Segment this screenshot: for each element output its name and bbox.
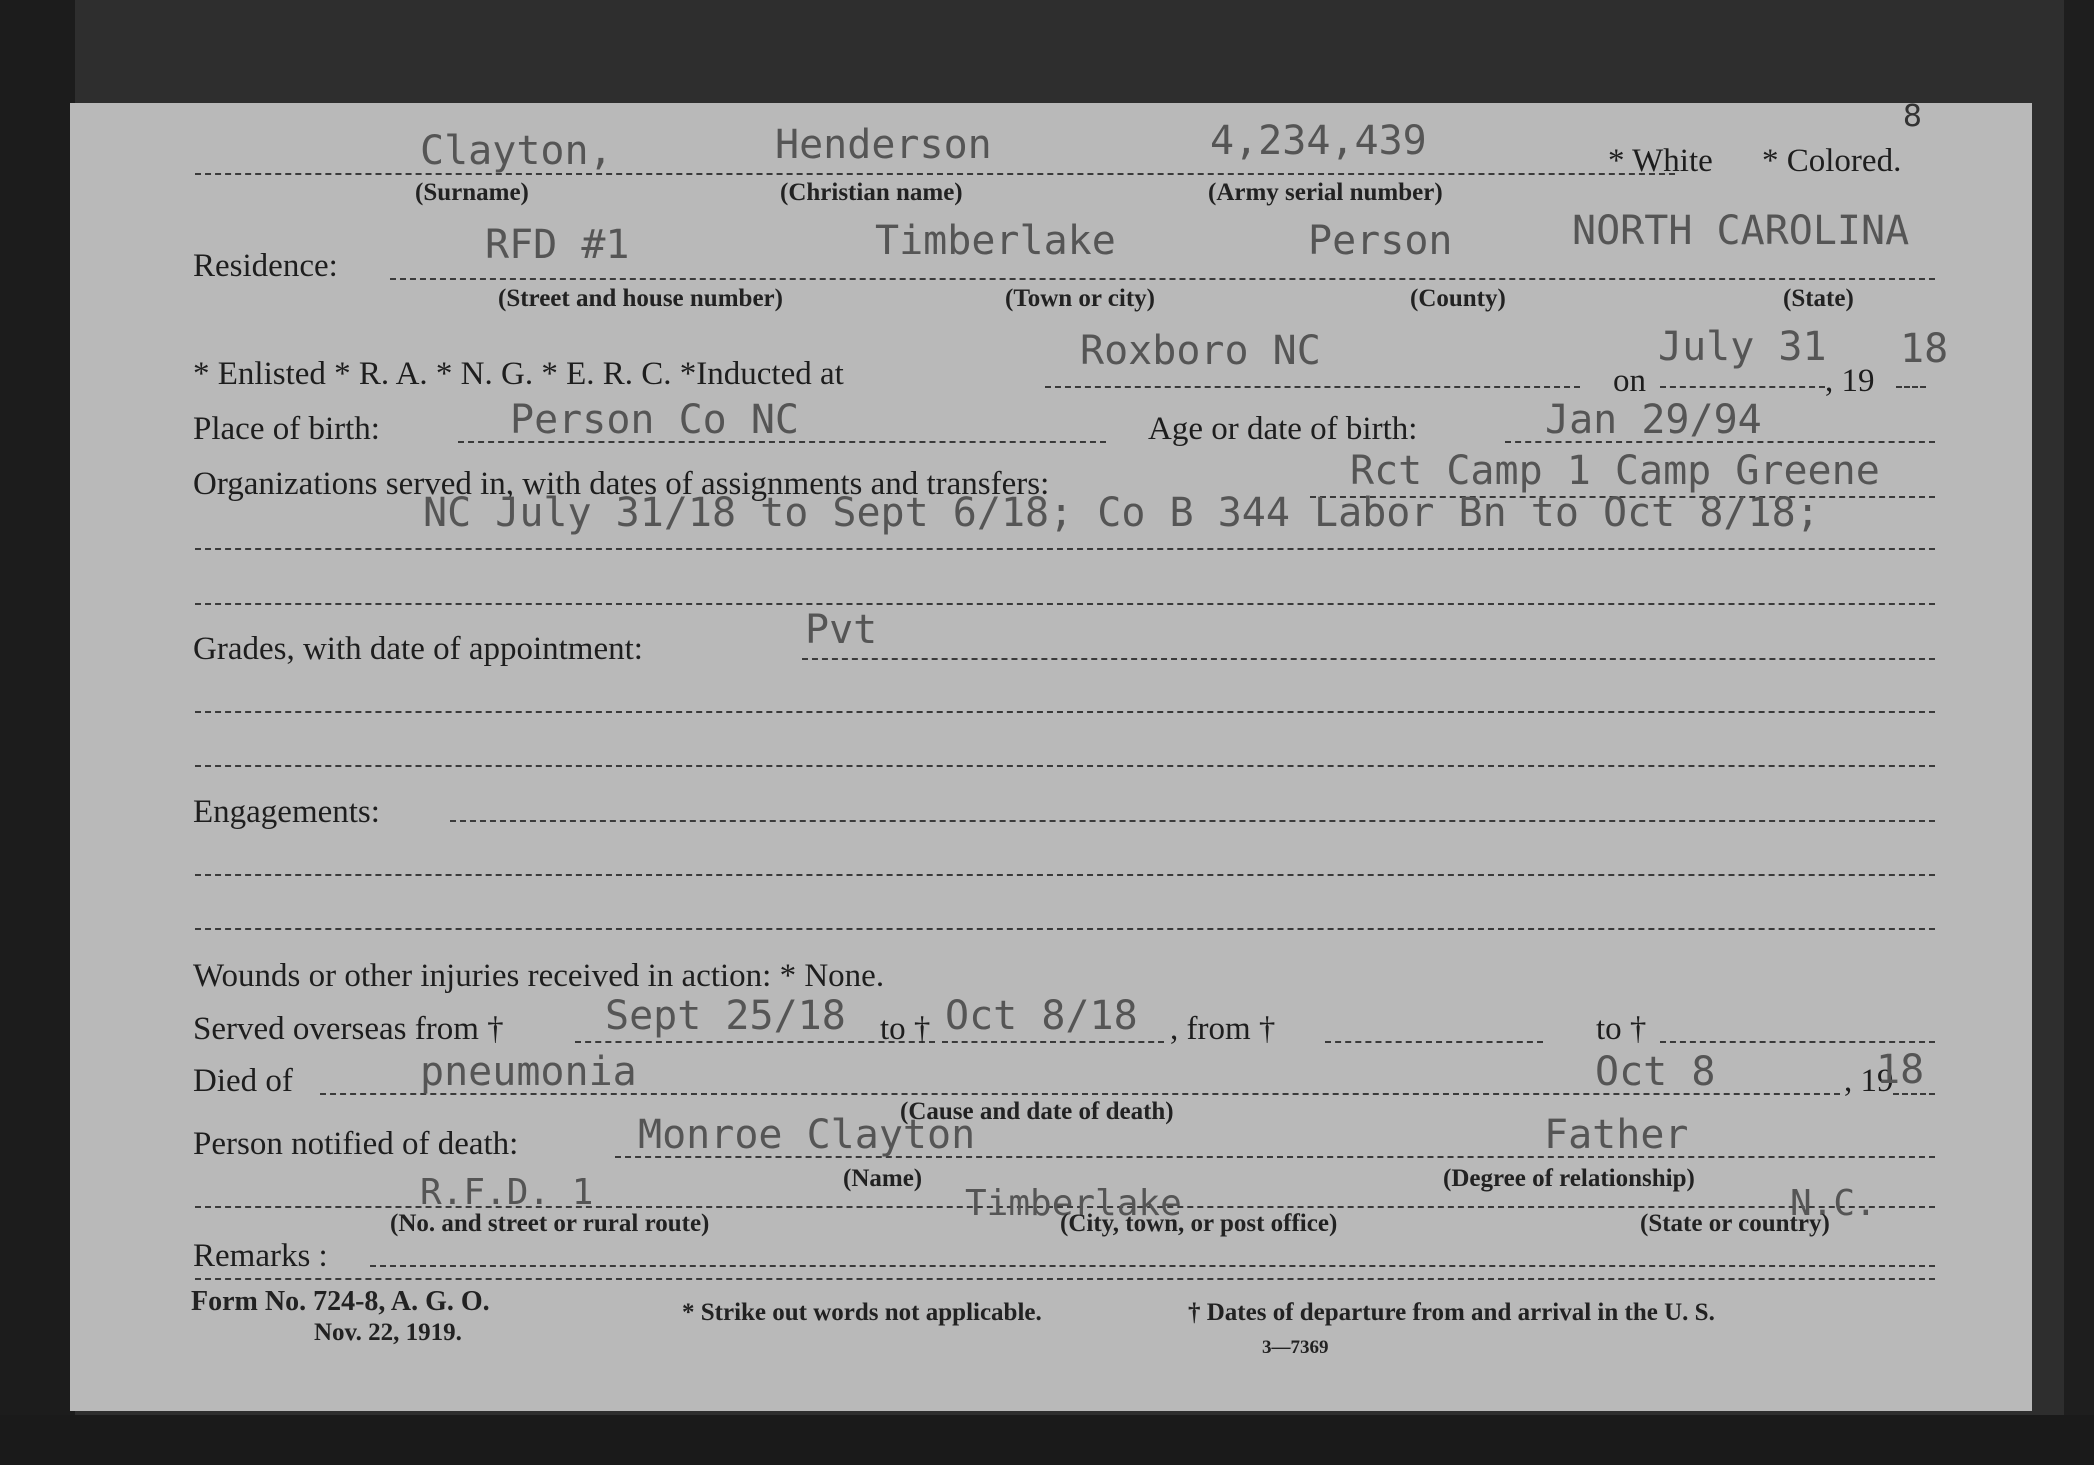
- degree-caption: (Degree of relationship): [1443, 1165, 1695, 1192]
- overseas-from-value: Sept 25/18: [605, 993, 846, 1039]
- overseas-to-value: Oct 8/18: [945, 993, 1138, 1039]
- background-right-edge: [2064, 0, 2094, 1465]
- form-date: Nov. 22, 1919.: [314, 1319, 462, 1346]
- notified-state-value: N.C.: [1790, 1183, 1877, 1224]
- on-label: on: [1613, 363, 1646, 399]
- background-bottom-edge: [0, 1415, 2094, 1465]
- grades-label: Grades, with date of appointment:: [193, 631, 643, 667]
- inducted-at-value: Roxboro NC: [1080, 328, 1321, 374]
- death-year-prefix: , 19: [1844, 1063, 1894, 1099]
- death-cause-value: pneumonia: [420, 1049, 637, 1095]
- street-caption: (Street and house number): [498, 285, 783, 312]
- remarks-label: Remarks :: [193, 1238, 328, 1274]
- organizations-line1: Rct Camp 1 Camp Greene: [1350, 448, 1880, 494]
- overseas-from-label-2: , from †: [1170, 1011, 1276, 1047]
- organizations-rule-3: [195, 603, 1935, 605]
- death-date-value: Oct 8: [1595, 1049, 1716, 1095]
- place-of-birth-value: Person Co NC: [510, 397, 799, 443]
- corner-mark: 8: [1902, 99, 1922, 134]
- christian-name-value: Henderson: [775, 122, 992, 168]
- serial-caption: (Army serial number): [1208, 179, 1443, 206]
- overseas-to-label-2: to †: [1596, 1011, 1647, 1047]
- city-caption: (City, town, or post office): [1060, 1210, 1338, 1237]
- residence-street-value: RFD #1: [485, 222, 630, 268]
- colored-option: * Colored.: [1762, 143, 1902, 179]
- engagements-rule-1: [450, 820, 1935, 822]
- overseas-to-label: to †: [880, 1011, 931, 1047]
- residence-town-value: Timberlake: [875, 218, 1116, 264]
- route-caption: (No. and street or rural route): [390, 1210, 710, 1237]
- white-option: * White: [1608, 143, 1713, 179]
- overseas-from-rule-2: [1325, 1041, 1543, 1043]
- name-rule: [195, 173, 1675, 175]
- name-caption: (Name): [843, 1165, 923, 1192]
- place-of-birth-label: Place of birth:: [193, 411, 380, 447]
- form-code: 3—7369: [1262, 1337, 1329, 1358]
- engagements-label: Engagements:: [193, 794, 380, 830]
- form-number: Form No. 724-8, A. G. O.: [191, 1286, 490, 1317]
- enlistment-label: * Enlisted * R. A. * N. G. * E. R. C. *Inducted at: [193, 356, 844, 392]
- cause-caption: (Cause and date of death): [900, 1098, 1174, 1125]
- organizations-label: Organizations served in, with dates of assignments and transfers:: [193, 466, 1050, 502]
- grades-rule-2: [195, 711, 1935, 713]
- enlist-year-rule: [1896, 386, 1926, 388]
- overseas-label: Served overseas from †: [193, 1011, 504, 1047]
- engagements-rule-2: [195, 874, 1935, 876]
- inducted-at-rule: [1045, 386, 1580, 388]
- grades-rule-1: [802, 658, 1935, 660]
- overseas-to-rule: [942, 1041, 1164, 1043]
- remarks-rule-1: [370, 1265, 1935, 1267]
- serial-number-value: 4,234,439: [1210, 118, 1427, 164]
- engagements-rule-3: [195, 928, 1935, 930]
- residence-state-value: NORTH CAROLINA: [1572, 208, 1910, 254]
- residence-rule: [390, 278, 1935, 280]
- organizations-line2: NC July 31/18 to Sept 6/18; Co B 344 Labor Bn to Oct 8/18;: [423, 490, 1820, 536]
- strike-note: * Strike out words not applicable.: [682, 1299, 1042, 1326]
- enlist-date-value: July 31: [1658, 324, 1827, 370]
- town-caption: (Town or city): [1005, 285, 1155, 312]
- residence-label: Residence:: [193, 248, 338, 284]
- remarks-rule-2: [195, 1278, 1935, 1280]
- organizations-rule-2: [195, 548, 1935, 550]
- notified-city-value: Timberlake: [965, 1183, 1182, 1224]
- overseas-to-rule-2: [1660, 1041, 1935, 1043]
- residence-county-value: Person: [1308, 218, 1453, 264]
- died-of-label: Died of: [193, 1063, 293, 1099]
- wounds-label: Wounds or other injuries received in action: * None.: [193, 958, 885, 994]
- death-year-value: 18: [1876, 1047, 1925, 1093]
- dates-note: † Dates of departure from and arrival in the U. S.: [1188, 1299, 1715, 1326]
- christian-name-caption: (Christian name): [780, 179, 963, 206]
- enlist-year-prefix: , 19: [1825, 363, 1875, 399]
- death-year-rule: [1893, 1093, 1935, 1095]
- surname-caption: (Surname): [415, 179, 529, 206]
- background-left-edge: [0, 0, 75, 1465]
- birth-date-value: Jan 29/94: [1545, 397, 1762, 443]
- notified-label: Person notified of death:: [193, 1126, 519, 1162]
- notified-name-value: Monroe Clayton: [638, 1112, 976, 1158]
- state-country-caption: (State or country): [1640, 1210, 1830, 1237]
- enlist-date-rule: [1660, 386, 1825, 388]
- grades-rule-3: [195, 765, 1935, 767]
- age-label: Age or date of birth:: [1148, 411, 1418, 447]
- notified-route-value: R.F.D. 1: [420, 1172, 594, 1213]
- service-record-card: [70, 99, 2032, 1411]
- enlist-year-value: 18: [1900, 326, 1949, 372]
- surname-value: Clayton,: [420, 128, 613, 174]
- county-caption: (County): [1410, 285, 1506, 312]
- notified-relationship-value: Father: [1544, 1112, 1689, 1158]
- grades-value: Pvt: [805, 607, 878, 653]
- state-caption: (State): [1783, 285, 1854, 312]
